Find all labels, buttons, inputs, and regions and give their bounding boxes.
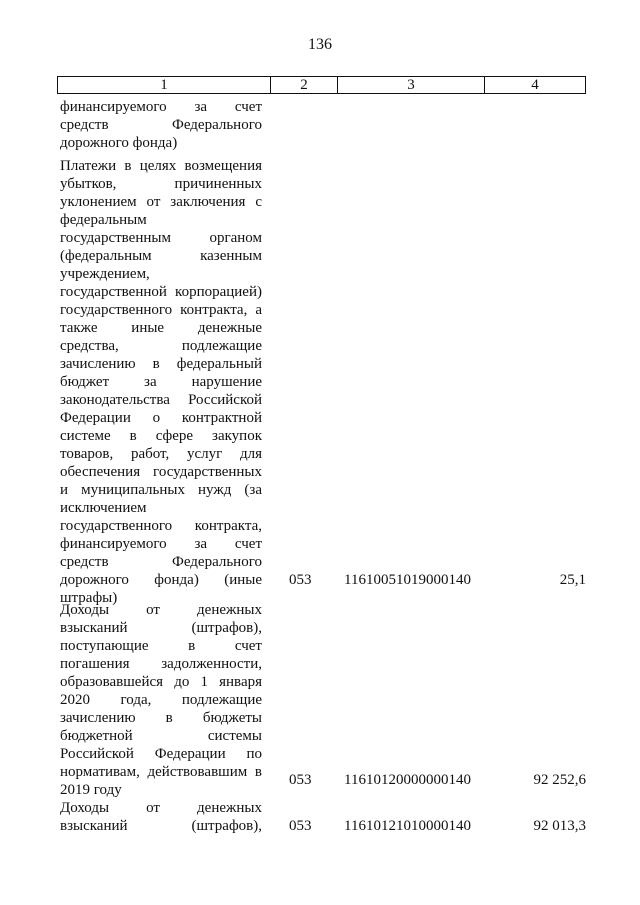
row-description [60,157,262,607]
description-line: системе в сфере закупок [60,428,262,444]
description-line: исключением [60,500,147,516]
page-number: 136 [308,36,332,53]
description-line: товаров, работ, услуг для [60,446,262,462]
description-line: государственного контракта, [60,518,262,534]
description-line: (федеральным казенным [60,248,262,264]
description-line: бюджетной системы [60,728,262,744]
description-line: дорожного фонда) [60,135,178,151]
row-kbk: 11610120000000140 [344,772,471,788]
description-line: Федерации о контрактной [60,410,262,426]
description-line: Доходы от денежных [60,800,262,816]
header-col-1: 1 [58,77,271,93]
description-line: нормативам, действовавшим в [60,764,262,780]
row-amount: 92 013,3 [533,818,586,834]
description-line: штрафы) [60,590,118,606]
row-description [60,799,262,835]
description-line: государственного контракта, а [60,302,262,318]
description-line: государственным органом [60,230,262,246]
description-line: взысканий (штрафов), [60,818,262,834]
description-line: и муниципальных нужд (за [60,482,262,498]
description-line: поступающие в счет [60,638,262,654]
header-col-4: 4 [531,77,539,93]
description-line: 2019 году [60,782,122,798]
description-line: 2020 года, подлежащие [60,692,262,708]
description-line: законодательства Российской [60,392,262,408]
row-amount: 25,1 [559,572,586,588]
description-line: средств Федерального [60,554,262,570]
description-line: Платежи в целях возмещения [60,158,262,174]
row-description [60,98,262,152]
header-col-2: 2 [271,77,338,93]
description-line: финансируемого за счет [60,536,262,552]
description-line: уклонением от заключения с [60,194,262,210]
row-description [60,601,262,799]
description-line: погашения задолженности, [60,656,262,672]
description-line: дорожного фонда) (иные [60,572,262,588]
row-code: 053 [289,772,312,788]
description-line: государственной корпорацией) [60,284,262,300]
description-line: обеспечения государственных [60,464,262,480]
description-line: федеральным [60,212,147,228]
description-line: также иные денежные [60,320,262,336]
description-line: Доходы от денежных [60,602,262,618]
row-code: 053 [289,818,312,834]
description-line: Российской Федерации по [60,746,262,762]
description-line: зачислению в бюджеты [60,710,262,726]
header-col-3: 3 [338,77,485,93]
description-line: финансируемого за счет [60,99,262,115]
description-line: образовавшейся до 1 января [60,674,262,690]
row-kbk: 11610121010000140 [344,818,471,834]
description-line: зачислению в федеральный [60,356,262,372]
description-line: бюджет за нарушение [60,374,262,390]
description-line: убытков, причиненных [60,176,262,192]
row-kbk: 11610051019000140 [344,572,471,588]
table-header [57,76,586,94]
row-amount: 92 252,6 [533,772,586,788]
description-line: средства, подлежащие [60,338,262,354]
description-line: учреждением, [60,266,150,282]
description-line: взысканий (штрафов), [60,620,262,636]
description-line: средств Федерального [60,117,262,133]
row-code: 053 [289,572,312,588]
